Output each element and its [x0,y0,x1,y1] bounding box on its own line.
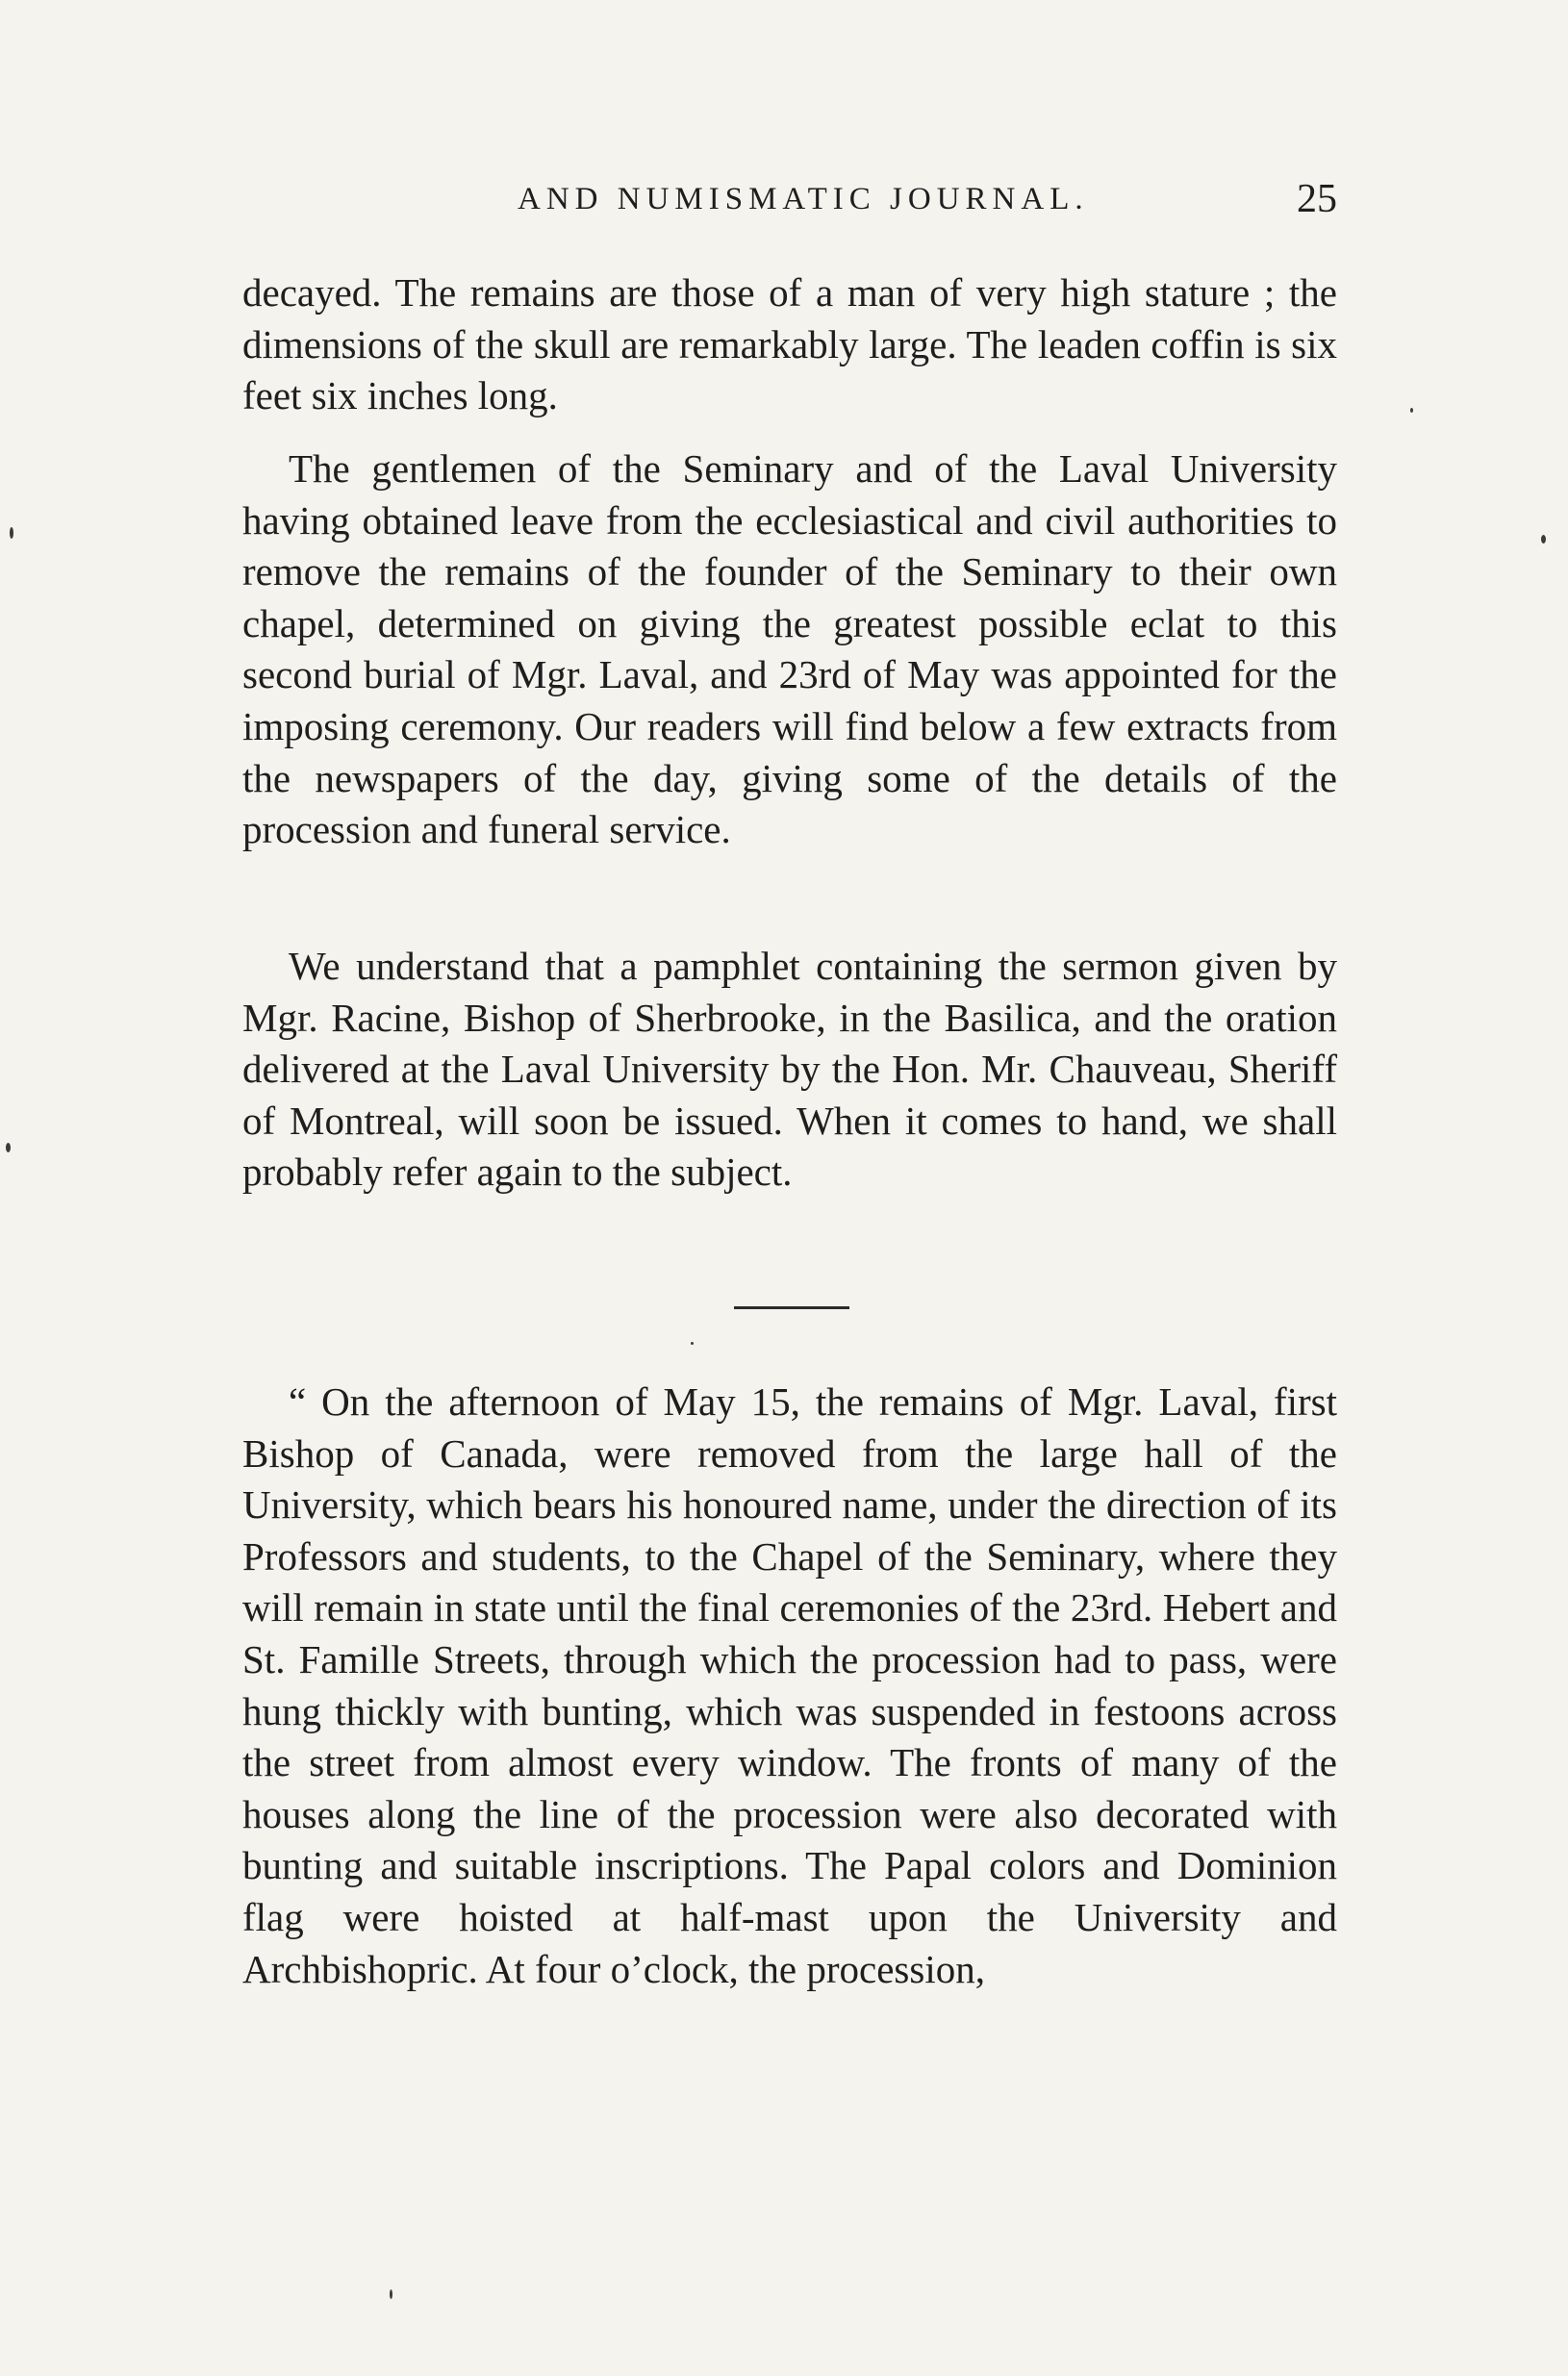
paragraph-text: decayed. The remains are those of a man of very high stature ; the dimensions of the skull are remarkably large. The leaden coffin is six feet six inches long. [242,270,1337,418]
paragraph-text: “ On the afternoon of May 15, the remains of Mgr. Laval, first Bishop of Canada, were removed from the large hall of the University, which bears his honoured name, under the direction of its Professors and students, to the Chapel of the Seminary, where they will remain in state until the final ceremonies of the 23rd. Hebert and St. Famille Streets, through which the procession had to pass, were hung thickly with bunting, which was suspended in festoons across the street from almost every window. The fronts of many of the houses along the line of the procession were also decorated with bunting and suitable inscriptions. The Papal colors and Dominion flag were hoisted at half-mast upon the University and Archbishopric. At four o’clock, the procession, [242,1379,1337,1991]
page-header [248,175,1337,223]
print-speck [691,1342,694,1345]
print-speck [390,2289,392,2299]
print-speck [6,1143,11,1152]
paragraph-1 [242,267,1337,422]
print-speck [10,527,13,539]
print-speck [1410,408,1413,413]
paragraph-4-quoted-extract [242,1377,1337,1995]
running-head: AND NUMISMATIC JOURNAL. [518,182,1089,216]
paragraph-text: The gentlemen of the Seminary and of the Laval University having obtained leave from the ecclesiastical and civil authorities to remove the remains of the founder of the Seminary to their own chapel, determined on giving the greatest possible eclat to this second burial of Mgr. Laval, and 23rd of May was appointed for the imposing ceremony. Our readers will find below a few extracts from the newspapers of the day, giving some of the details of the procession and funeral service. [242,446,1337,852]
paragraph-2 [242,443,1337,856]
paragraph-text: We understand that a pamphlet containing the sermon given by Mgr. Racine, Bishop of Sherbrooke, in the Basilica, and the oration delivered at the Laval University by the Hon. Mr. Chauveau, Sheriff of Montreal, will soon be issued. When it comes to hand, we shall probably refer again to the subject. [242,944,1337,1195]
page-number: 25 [1297,177,1337,221]
paragraph-3 [242,941,1337,1199]
print-speck [1541,535,1546,543]
section-divider [734,1306,849,1309]
